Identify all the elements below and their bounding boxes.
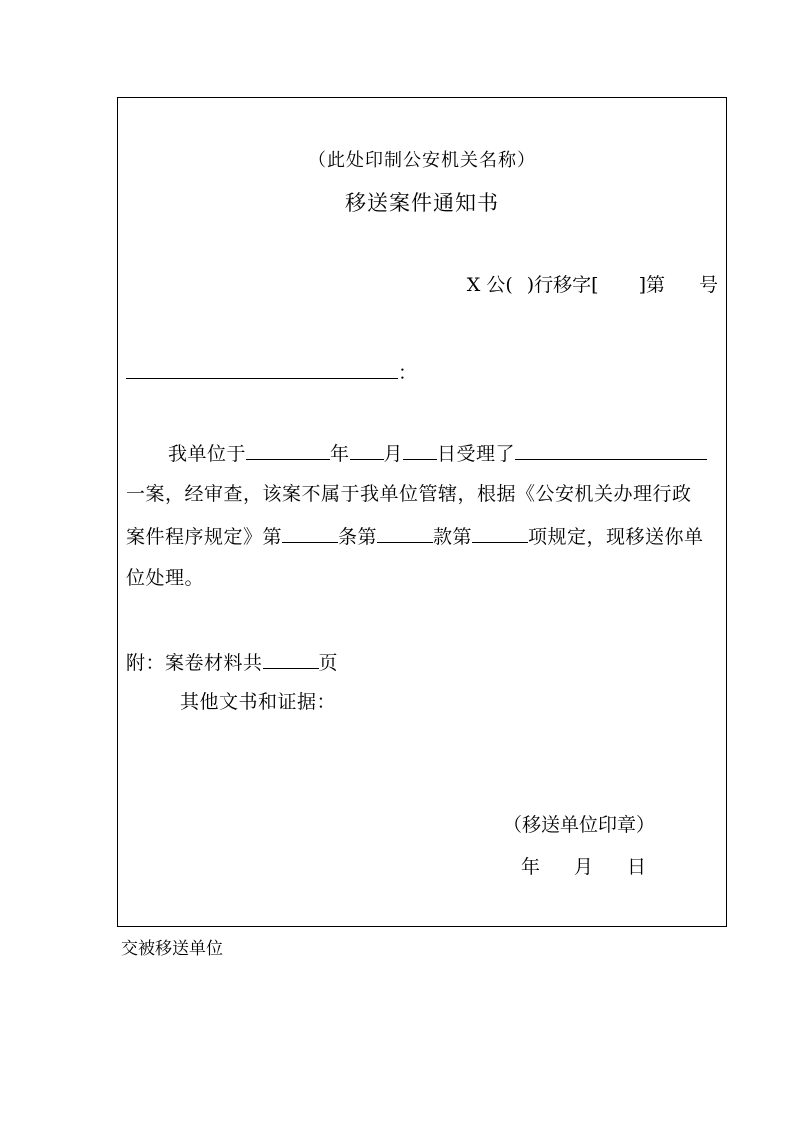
body-line-4: 位处理。	[126, 567, 205, 589]
body-text: 款第	[433, 526, 473, 548]
doc-number-prefix: X 公(	[466, 274, 513, 296]
body-text: 我单位于	[168, 443, 247, 465]
police-agency-name-placeholder: （此处印制公安机关名称）	[308, 150, 536, 171]
item-blank[interactable]	[472, 524, 528, 543]
recipient-row	[126, 360, 417, 385]
doc-number-mid2: ]第	[638, 274, 665, 296]
case-name-blank[interactable]	[515, 441, 707, 460]
date-day: 日	[627, 856, 647, 878]
month-blank[interactable]	[350, 441, 384, 460]
body-text: 案件程序规定》第	[126, 526, 283, 548]
body-line-2: 一案，经审查，该案不属于我单位管辖，根据《公安机关办理行政	[126, 483, 692, 505]
date-year: 年	[521, 856, 541, 878]
document-number	[467, 273, 718, 297]
recipient-colon: ：	[398, 362, 418, 384]
notice-form	[117, 97, 727, 927]
article-blank[interactable]	[282, 524, 338, 543]
body-text: 条第	[338, 526, 378, 548]
doc-number-mid: )行移字[	[526, 274, 599, 296]
year-blank[interactable]	[246, 441, 330, 460]
pages-unit: 页	[318, 652, 339, 674]
body-line-1	[168, 441, 707, 466]
transfer-unit-seal: （移送单位印章）	[503, 814, 656, 836]
other-documents-label: 其他文书和证据：	[180, 691, 337, 713]
day-blank[interactable]	[403, 441, 437, 460]
attachment-pages-row	[126, 650, 338, 675]
body-line-3	[126, 524, 704, 549]
copy-destination-note: 交被移送单位	[121, 939, 223, 959]
body-text: 日受理了	[437, 443, 516, 465]
body-text: 项规定，现移送你单	[528, 526, 704, 548]
body-text: 年	[330, 443, 350, 465]
document-title: 移送案件通知书	[345, 191, 499, 215]
pages-blank[interactable]	[263, 650, 319, 669]
signature-date	[521, 855, 646, 879]
clause-blank[interactable]	[377, 524, 433, 543]
doc-number-suffix: 号	[698, 274, 718, 296]
attachment-label: 附：案卷材料共	[126, 652, 263, 674]
body-text: 月	[383, 443, 404, 465]
date-month: 月	[574, 856, 594, 878]
recipient-blank[interactable]	[126, 360, 398, 379]
